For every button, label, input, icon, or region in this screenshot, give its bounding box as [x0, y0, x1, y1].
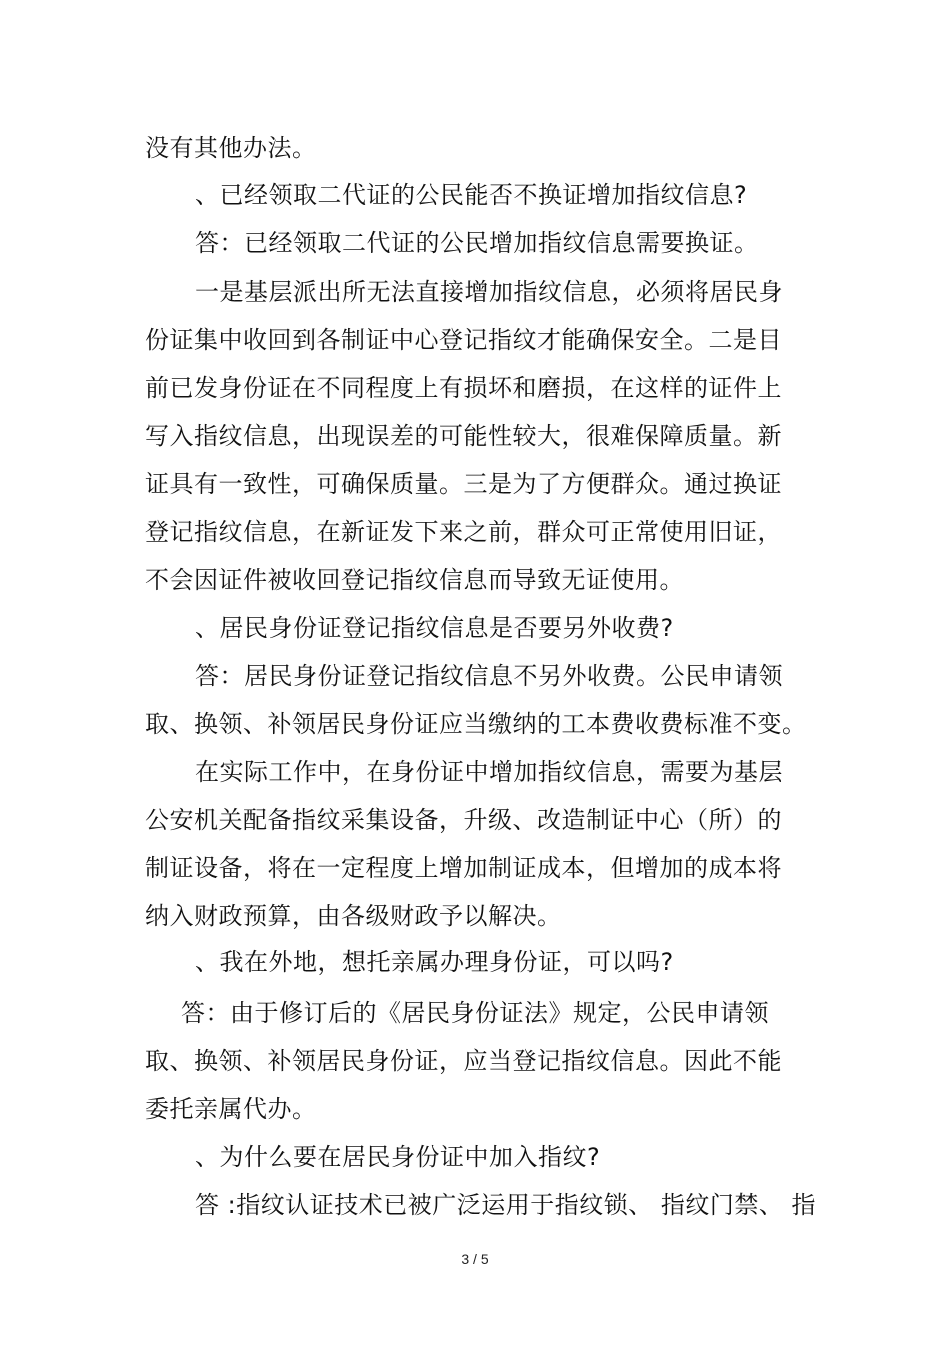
question-line-1: 、已经领取二代证的公民能否不换证增加指纹信息? — [195, 181, 748, 209]
text-line-10: 在实际工作中，在身份证中增加指纹信息，需要为基层 — [195, 758, 783, 786]
text-line-12: 制证设备，将在一定程度上增加制证成本，但增加的成本将 — [145, 854, 782, 882]
text-line-6: 证具有一致性，可确保质量。三是为了方便群众。通过换证 — [145, 470, 782, 498]
text-line-14: 取、换领、补领居民身份证，应当登记指纹信息。因此不能 — [145, 1047, 782, 1075]
question-line-2: 、居民身份证登记指纹信息是否要另外收费? — [195, 614, 674, 642]
text-line-11: 公安机关配备指纹采集设备，升级、改造制证中心（所）的 — [145, 806, 782, 834]
page-number: 3 / 5 — [461, 1251, 489, 1267]
text-line-8: 不会因证件被收回登记指纹信息而导致无证使用。 — [145, 566, 684, 594]
text-line-15: 委托亲属代办。 — [145, 1095, 317, 1123]
text-line-9: 取、换领、补领居民身份证应当缴纳的工本费收费标准不变。 — [145, 710, 807, 738]
text-line-1: 没有其他办法。 — [145, 134, 317, 162]
text-line-3: 份证集中收回到各制证中心登记指纹才能确保安全。二是目 — [145, 326, 782, 354]
text-line-5: 写入指纹信息，出现误差的可能性较大，很难保障质量。新 — [145, 422, 782, 450]
text-line-7: 登记指纹信息，在新证发下来之前，群众可正常使用旧证， — [145, 518, 782, 546]
text-line-4: 前已发身份证在不同程度上有损坏和磨损，在这样的证件上 — [145, 374, 782, 402]
answer-line-2: 答：居民身份证登记指纹信息不另外收费。公民申请领 — [195, 662, 783, 690]
answer-line-1: 答：已经领取二代证的公民增加指纹信息需要换证。 — [195, 229, 759, 257]
question-line-3: 、我在外地，想托亲属办理身份证，可以吗? — [195, 948, 674, 976]
question-line-4: 、为什么要在居民身份证中加入指纹? — [195, 1143, 601, 1171]
text-line-2: 一是基层派出所无法直接增加指纹信息，必须将居民身 — [195, 278, 783, 306]
text-line-13: 纳入财政预算，由各级财政予以解决。 — [145, 902, 562, 930]
answer-line-3: 答：由于修订后的《居民身份证法》规定，公民申请领 — [181, 999, 769, 1027]
answer-line-4: 答 :指纹认证技术已被广泛运用于指纹锁、 指纹门禁、 指 — [195, 1191, 816, 1219]
